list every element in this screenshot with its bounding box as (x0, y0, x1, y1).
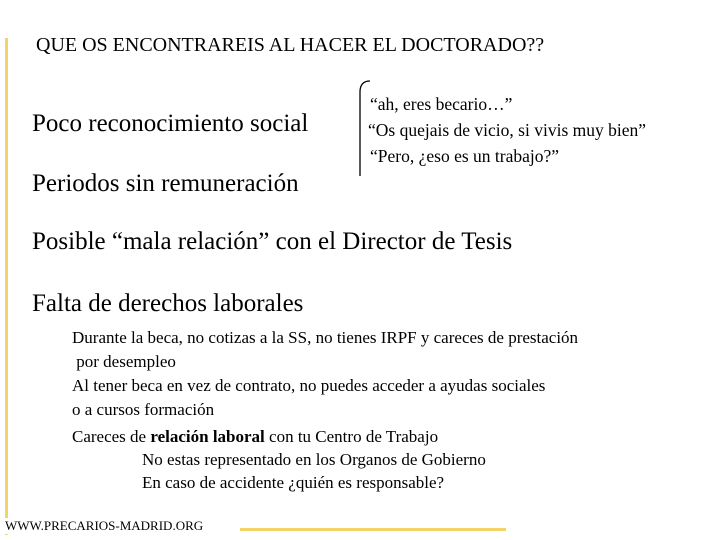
item-mala-relacion: Posible “mala relación” con el Director de Tesis (32, 228, 513, 255)
detail-relacion-laboral (72, 425, 438, 449)
detail-accidente: En caso de accidente ¿quién es responsable? (142, 473, 445, 492)
detail-relacion-bold: relación laboral (150, 427, 265, 446)
slide-title: QUE OS ENCONTRAREIS AL HACER EL DOCTORADO?? (36, 34, 545, 56)
detail-cotizas: Durante la beca, no cotizas a la SS, no tienes IRPF y careces de prestación (72, 328, 579, 347)
bottom-accent-bar (240, 528, 506, 531)
item-derechos-laborales: Falta de derechos laborales (32, 290, 304, 317)
item-reconocimiento: Poco reconocimiento social (32, 110, 309, 137)
detail-relacion-suffix: con tu Centro de Trabajo (264, 427, 439, 446)
detail-ayudas: Al tener beca en vez de contrato, no puedes acceder a ayudas sociales (72, 376, 546, 395)
detail-organos: No estas representado en los Organos de Gobierno (142, 450, 486, 469)
quote-vicio: “Os quejais de vicio, si vivis muy bien” (368, 120, 647, 140)
footer-website: WWW.PRECARIOS-MADRID.ORG (5, 518, 207, 534)
left-accent-bar (5, 38, 8, 535)
quote-becario: “ah, eres becario…” (370, 94, 513, 114)
item-remuneracion: Periodos sin remuneración (32, 170, 299, 197)
detail-desempleo: por desempleo (72, 352, 176, 371)
quote-trabajo: “Pero, ¿eso es un trabajo?” (370, 146, 560, 166)
detail-relacion-prefix: Careces de (72, 427, 151, 446)
detail-formacion: o a cursos formación (72, 400, 215, 419)
